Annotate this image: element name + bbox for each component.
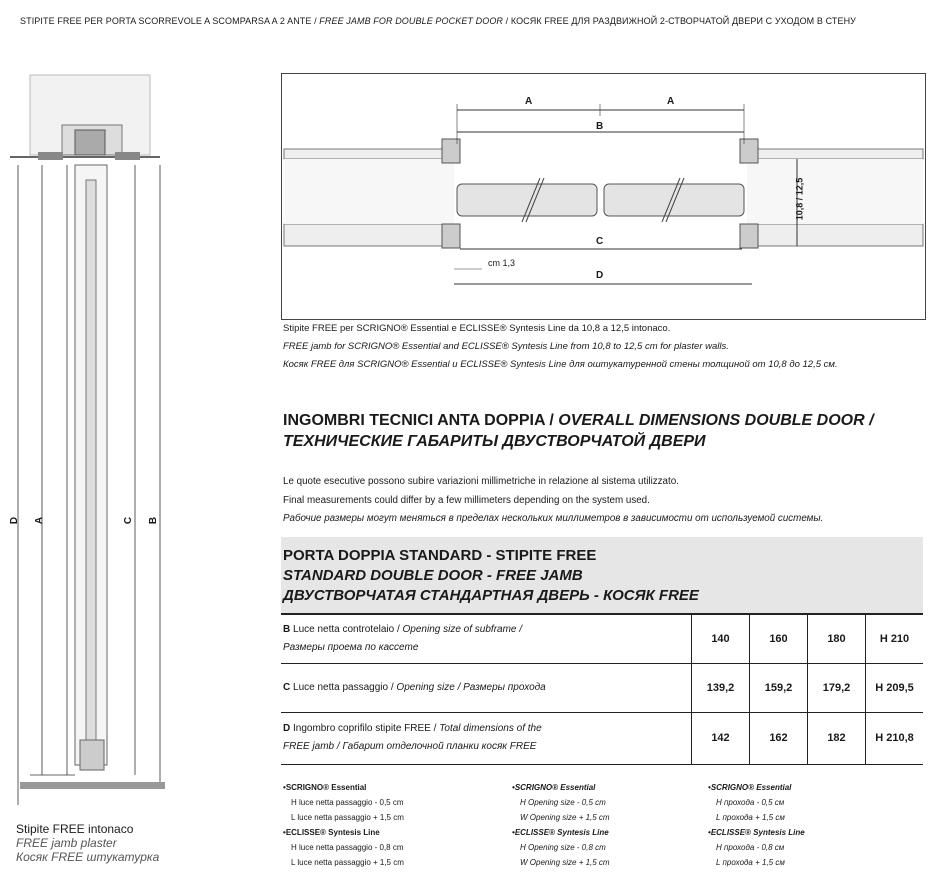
row-desc-c: C Luce netta passaggio / Opening size / Размеры прохода bbox=[281, 663, 692, 712]
note-en: Final measurements could differ by a few millimeters depending on the system used. bbox=[283, 494, 650, 506]
plan-caption-it: Stipite FREE per SCRIGNO® Essential e ECLISSE® Syntesis Line da 10,8 a 12,5 intonaco. bbox=[283, 323, 671, 334]
section-title-it: INGOMBRI TECNICI ANTA DOPPIA / bbox=[283, 412, 559, 429]
table-row bbox=[281, 712, 923, 764]
bullet-icon: • bbox=[283, 828, 286, 837]
cell: H 210 bbox=[866, 615, 924, 663]
plan-caption bbox=[283, 320, 838, 374]
left-caption-ru: Косяк FREE штукатурка bbox=[16, 850, 160, 864]
cell: 179,2 bbox=[808, 663, 866, 712]
cell: H 209,5 bbox=[866, 663, 924, 712]
measurement-note bbox=[283, 473, 823, 529]
vertical-section-svg bbox=[0, 70, 200, 810]
bullet-icon: • bbox=[512, 828, 515, 837]
plan-caption-ru: Косяк FREE для SCRIGNO® Essential и ECLISSE® Syntesis Line для оштукатуренной стены толщиной от 10,8 до 12,5 см. bbox=[283, 359, 838, 370]
bullet-icon: • bbox=[708, 783, 711, 792]
vertical-section-drawing bbox=[0, 70, 200, 810]
box-title-ru: ДВУСТВОРЧАТАЯ СТАНДАРТНАЯ ДВЕРЬ - КОСЯК FREE bbox=[283, 587, 699, 604]
header-en: FREE JAMB FOR DOUBLE POCKET DOOR bbox=[319, 16, 504, 26]
left-caption bbox=[16, 822, 159, 864]
left-caption-it: Stipite FREE intonaco bbox=[16, 822, 134, 836]
page-header bbox=[20, 16, 856, 26]
legend-ru: •SCRIGNO® Essential H прохода - 0,5 см L прохода + 1,5 см •ECLISSE® Syntesis Line H прохода - 0,8 см L прохода + 1,5 см bbox=[708, 783, 805, 867]
plan-label-a-left: A bbox=[525, 96, 533, 107]
cell: 140 bbox=[692, 615, 750, 663]
cell: 182 bbox=[808, 712, 866, 764]
plan-label-thickness: 10,8 / 12,5 bbox=[794, 177, 805, 221]
dim-label-a-vertical: A bbox=[34, 516, 46, 525]
table-row bbox=[281, 615, 923, 663]
note-ru: Рабочие размеры могут меняться в пределах нескольких миллиметров в зависимости от используемой системы. bbox=[283, 513, 824, 524]
plan-label-c: C bbox=[596, 236, 604, 247]
cell: 159,2 bbox=[750, 663, 808, 712]
plan-label-d: D bbox=[596, 270, 604, 281]
bullet-icon: • bbox=[708, 828, 711, 837]
plan-caption-en: FREE jamb for SCRIGNO® Essential and ECLISSE® Syntesis Line from 10,8 to 12,5 cm for plaster walls. bbox=[283, 341, 729, 352]
dim-label-d-vertical: D bbox=[9, 516, 21, 525]
bullet-icon: • bbox=[512, 783, 515, 792]
cell: 180 bbox=[808, 615, 866, 663]
box-title-it: PORTA DOPPIA STANDARD - STIPITE FREE bbox=[283, 547, 597, 564]
cell: 160 bbox=[750, 615, 808, 663]
cell: 142 bbox=[692, 712, 750, 764]
row-desc-d: D Ingombro coprifilo stipite FREE / Total dimensions of the FREE jamb / Габарит отделочной планки косяк FREE bbox=[281, 712, 692, 764]
plan-drawing bbox=[281, 73, 926, 320]
plan-label-a-right: A bbox=[667, 96, 675, 107]
header-ru: / КОСЯК FREE ДЛЯ РАЗДВИЖНОЙ 2-СТВОРЧАТОЙ ДВЕРИ С УХОДОМ В СТЕНУ bbox=[503, 16, 856, 26]
row-desc-b: B Luce netta controtelaio / Opening size of subframe / Размеры проема по кассете bbox=[281, 615, 692, 663]
section-title-ru: ТЕХНИЧЕСКИЕ ГАБАРИТЫ ДВУСТВОРЧАТОЙ ДВЕРИ bbox=[283, 433, 706, 450]
table-row bbox=[281, 663, 923, 712]
section-title bbox=[283, 410, 874, 452]
cell: 139,2 bbox=[692, 663, 750, 712]
plan-svg bbox=[282, 74, 925, 319]
header-it: STIPITE FREE PER PORTA SCORREVOLE A SCOMPARSA A 2 ANTE / bbox=[20, 16, 320, 26]
bullet-icon: • bbox=[283, 783, 286, 792]
dimensions-table bbox=[281, 615, 923, 765]
section-title-en: OVERALL DIMENSIONS DOUBLE DOOR / bbox=[558, 412, 874, 429]
dim-label-c-vertical: C bbox=[123, 516, 135, 525]
cell: 162 bbox=[750, 712, 808, 764]
door-type-title-box bbox=[281, 537, 923, 615]
legend-en: •SCRIGNO® Essential H Opening size - 0,5 cm W Opening size + 1,5 cm •ECLISSE® Syntesis Line H Opening size - 0,8 cm W Opening size + 1,5 cm bbox=[512, 783, 610, 867]
left-caption-en: FREE jamb plaster bbox=[16, 836, 117, 850]
legend-it: •SCRIGNO® Essential H luce netta passaggio - 0,5 cm L luce netta passaggio + 1,5 cm •ECLISSE® Syntesis Line H luce netta passaggio - 0,8 cm L luce netta passaggio + 1,5 cm bbox=[283, 783, 404, 867]
note-it: Le quote esecutive possono subire variazioni millimetriche in relazione al sistema utilizzato. bbox=[283, 476, 679, 487]
dim-label-b-vertical: B bbox=[148, 516, 160, 525]
plan-label-cm: cm 1,3 bbox=[488, 258, 516, 268]
cell: H 210,8 bbox=[866, 712, 924, 764]
plan-label-b: B bbox=[596, 121, 604, 132]
box-title-en: STANDARD DOUBLE DOOR - FREE JAMB bbox=[283, 567, 583, 584]
